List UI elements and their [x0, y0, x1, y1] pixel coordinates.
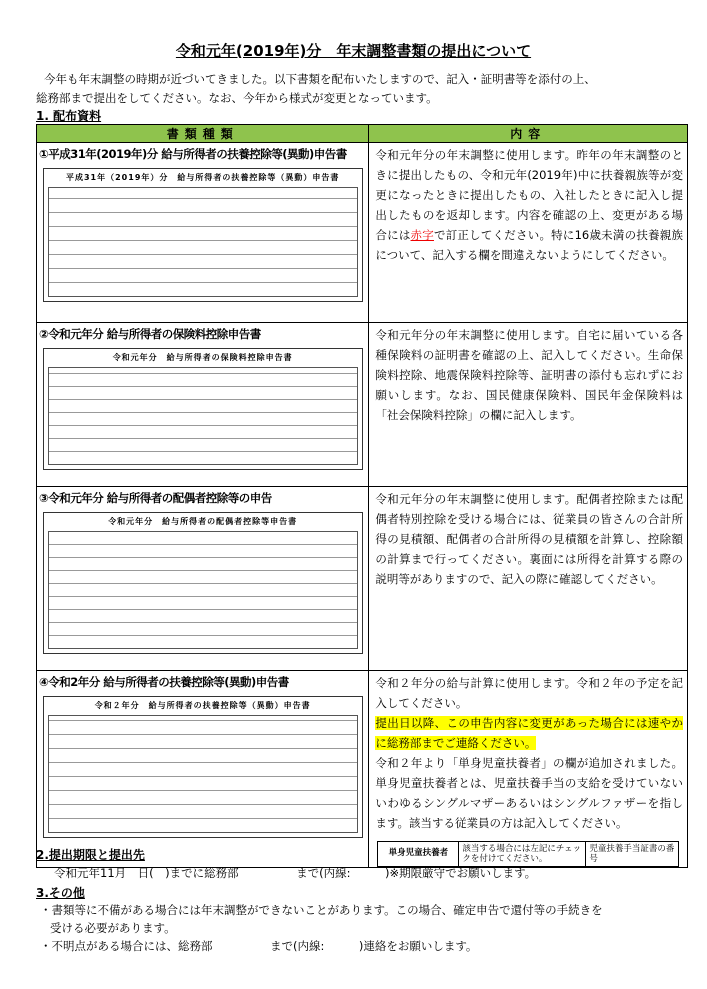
single-parent-cert-number: 児童扶養手当証書の番号: [589, 844, 675, 864]
page-title: 令和元年(2019年)分 年末調整書類の提出について: [175, 42, 532, 60]
form-thumbnail: [43, 696, 363, 838]
form-thumbnail: [43, 512, 363, 654]
document-description: 令和元年分の年末調整に使用します。昨年の年末調整のときに提出したもの、令和元年(2019年)中に扶養親族等が変更になったときに提出したもの、入社したときに記入し提出したものを返却します。内容を確認の上、変更がある場合には赤字で訂正してください。特に16歳未満の扶養親族について、記入する欄を間違えないようにしてください。: [375, 148, 683, 262]
red-text-emphasis: 赤字: [410, 228, 434, 242]
section-3-heading: 3.その他: [36, 886, 85, 900]
document-title: ④令和2年分 給与所得者の扶養控除等(異動)申告書: [39, 675, 289, 689]
section-1-heading: 1. 配布資料: [36, 109, 102, 123]
document-title: ③令和元年分 給与所得者の配偶者控除等の申告: [39, 491, 272, 505]
document-title: ②令和元年分 給与所得者の保険料控除申告書: [39, 327, 261, 341]
intro-text: [36, 70, 676, 108]
note-1-line-1: ・書類等に不備がある場合には年末調整ができないことがあります。この場合、確定申告で還付等の手続きを: [40, 903, 603, 917]
column-header-type: 書類種類: [37, 125, 369, 143]
form-thumbnail: [43, 168, 363, 302]
highlighted-notice: 提出日以降、この申告内容に変更があった場合には速やかに総務部までご連絡ください。: [375, 716, 683, 750]
form-header: 令和元年分 給与所得者の配偶者控除等申告書: [108, 517, 298, 526]
note-2: ・不明点がある場合には、総務部 まで(内線: )連絡をお願いします。: [40, 939, 478, 953]
form-header: 平成31年（2019年）分 給与所得者の扶養控除等（異動）申告書: [65, 173, 340, 182]
intro-line-2: 総務部まで提出をしてください。なお、今年から様式が変更となっています。: [36, 91, 438, 105]
documents-table: [36, 124, 688, 868]
single-parent-label: 単身児童扶養者: [378, 842, 459, 866]
document-title: ①平成31年(2019年)分 給与所得者の扶養控除等(異動)申告書: [39, 147, 347, 161]
single-parent-check-note: 該当する場合には左記にチェックを付けてください。: [459, 842, 586, 866]
table-row: [37, 671, 688, 868]
document-description: 令和元年分の年末調整に使用します。配偶者控除または配偶者特別控除を受ける場合には、従業員の皆さんの合計所得の見積額、配偶者の合計所得の見積額を計算し、控除額の計算まで行ってください。裏面には所得を計算する際の説明等がありますので、記入の際に確認してください。: [375, 492, 683, 586]
form-thumbnail: [43, 348, 363, 470]
section-2-heading: 2.提出期限と提出先: [36, 848, 145, 862]
table-row: [37, 323, 688, 487]
form-header: 令和元年分 給与所得者の保険料控除申告書: [112, 353, 293, 362]
column-header-content: 内容: [369, 125, 688, 143]
table-row: [37, 487, 688, 671]
document-description: 令和元年分の年末調整に使用します。自宅に届いている各種保険料の証明書を確認の上、記入してください。生命保険料控除、地震保険料控除等、証明書の添付も忘れずにお願いします。なお、国民健康保険料、国民年金保険料は「社会保険料控除」の欄に記入します。: [375, 328, 683, 422]
deadline-text: 令和元年11月 日( )までに総務部 まで(内線: )※期限厳守でお願いします。: [54, 866, 537, 880]
table-row: [37, 143, 688, 323]
note-1-line-2: 受ける必要があります。: [50, 921, 176, 935]
other-notes: [40, 901, 603, 955]
form-header: 令和２年分 給与所得者の扶養控除等（異動）申告書: [94, 701, 311, 710]
intro-line-1: 今年も年末調整の時期が近づいてきました。以下書類を配布いたしますので、記入・証明書等を添付の上、: [44, 72, 596, 86]
document-description: 令和２年分の給与計算に使用します。令和２年の予定を記入してください。 提出日以降、この申告内容に変更があった場合には速やかに総務部までご連絡ください。 令和２年より「単身児童扶養者」の欄が追加されました。単身児童扶養者とは、児童扶養手当の支給を受けていないいわゆるシングルマザーあるいはシングルファザーを指します。該当する従業員の方は記入してください。: [375, 676, 683, 830]
